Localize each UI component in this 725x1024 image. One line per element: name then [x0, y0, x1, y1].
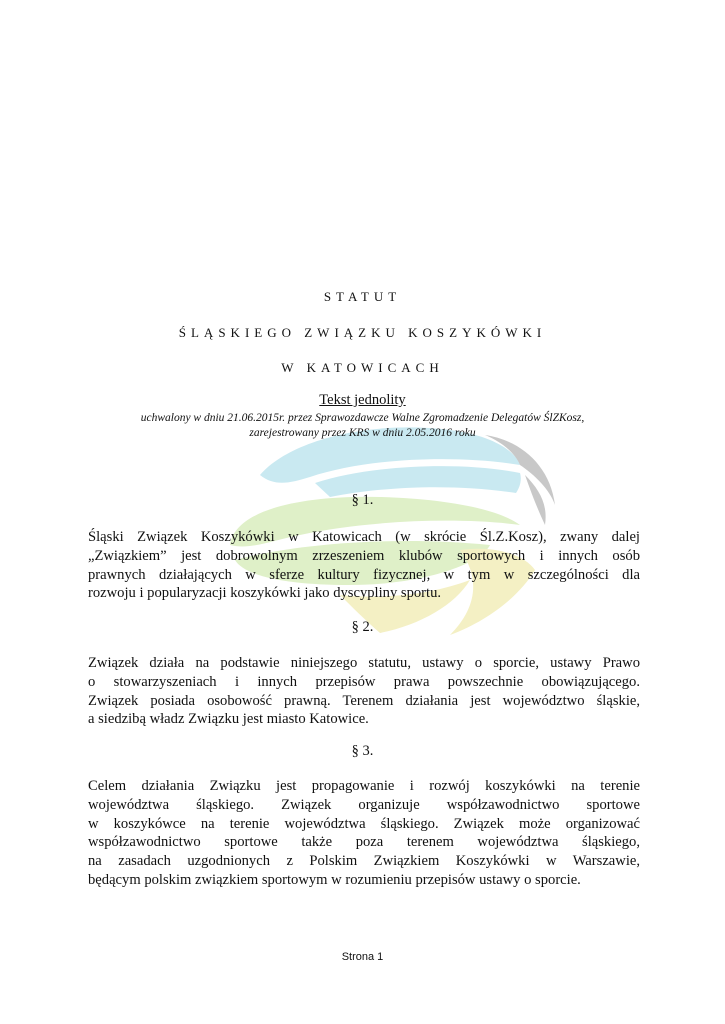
section-heading-3: § 3.	[351, 743, 374, 759]
paragraph-line: Związek działa na podstawie niniejszego statutu, ustawy o sporcie, ustawy Prawo	[88, 655, 640, 671]
page-number: Strona 1	[341, 951, 384, 963]
document-title: STATUT	[323, 289, 402, 304]
paragraph-line: Celem działania Związku jest propagowanie i rozwój koszykówki na terenie	[88, 778, 640, 794]
paragraph-line: Związek posiada osobowość prawną. Terenem działania jest województwo śląskie,	[88, 692, 640, 709]
paragraph-line: „Związkiem” jest dobrowolnym zrzeszeniem klubów sportowych i innych osób	[88, 547, 640, 564]
registration-note: zarejestrowany przez KRS w dniu 2.05.2016 roku	[249, 427, 476, 439]
adoption-note: uchwalony w dniu 21.06.2015r. przez Sprawozdawcze Walne Zgromadzenie Delegatów ŚlZKosz,	[140, 412, 585, 424]
section-heading-2: § 2.	[351, 619, 374, 635]
document-title-city: W KATOWICACH	[281, 360, 444, 375]
section-paragraph-1	[88, 528, 640, 603]
section-heading-1: § 1.	[351, 492, 374, 508]
paragraph-line: o stowarzyszeniach i innych przepisów prawa powszechnie obowiązującego.	[88, 673, 640, 690]
paragraph-line: rozwoju i popularyzacji koszykówki jako dyscypliny sportu.	[88, 585, 442, 602]
paragraph-line: w koszykówce na terenie województwa śląskiego. Związek może organizować	[88, 815, 640, 832]
paragraph-line: a siedzibą władz Związku jest miasto Katowice.	[88, 711, 369, 728]
paragraph-line: będącym polskim związkiem sportowym w rozumieniu przepisów ustawy o sporcie.	[88, 871, 581, 888]
paragraph-line: współzawodnictwo sportowe także poza terenem województwa śląskiego,	[88, 834, 640, 851]
paragraph-line: prawnych działających w sferze kultury fizycznej, w tym w szczególności dla	[88, 566, 640, 583]
document-subtitle: Tekst jednolity	[319, 392, 406, 408]
section-paragraph-2	[88, 654, 640, 729]
section-paragraph-3	[88, 777, 640, 890]
paragraph-line: na zasadach uzgodnionych z Polskim Związkiem Koszykówki w Warszawie,	[88, 853, 640, 870]
paragraph-line: Śląski Związek Koszykówki w Katowicach (w skrócie Śl.Z.Kosz), zwany dalej	[88, 529, 640, 545]
document-title-organization: ŚLĄSKIEGO ZWIĄZKU KOSZYKÓWKI	[178, 325, 547, 340]
paragraph-line: województwa śląskiego. Związek organizuje współzawodnictwo sportowe	[88, 796, 640, 813]
